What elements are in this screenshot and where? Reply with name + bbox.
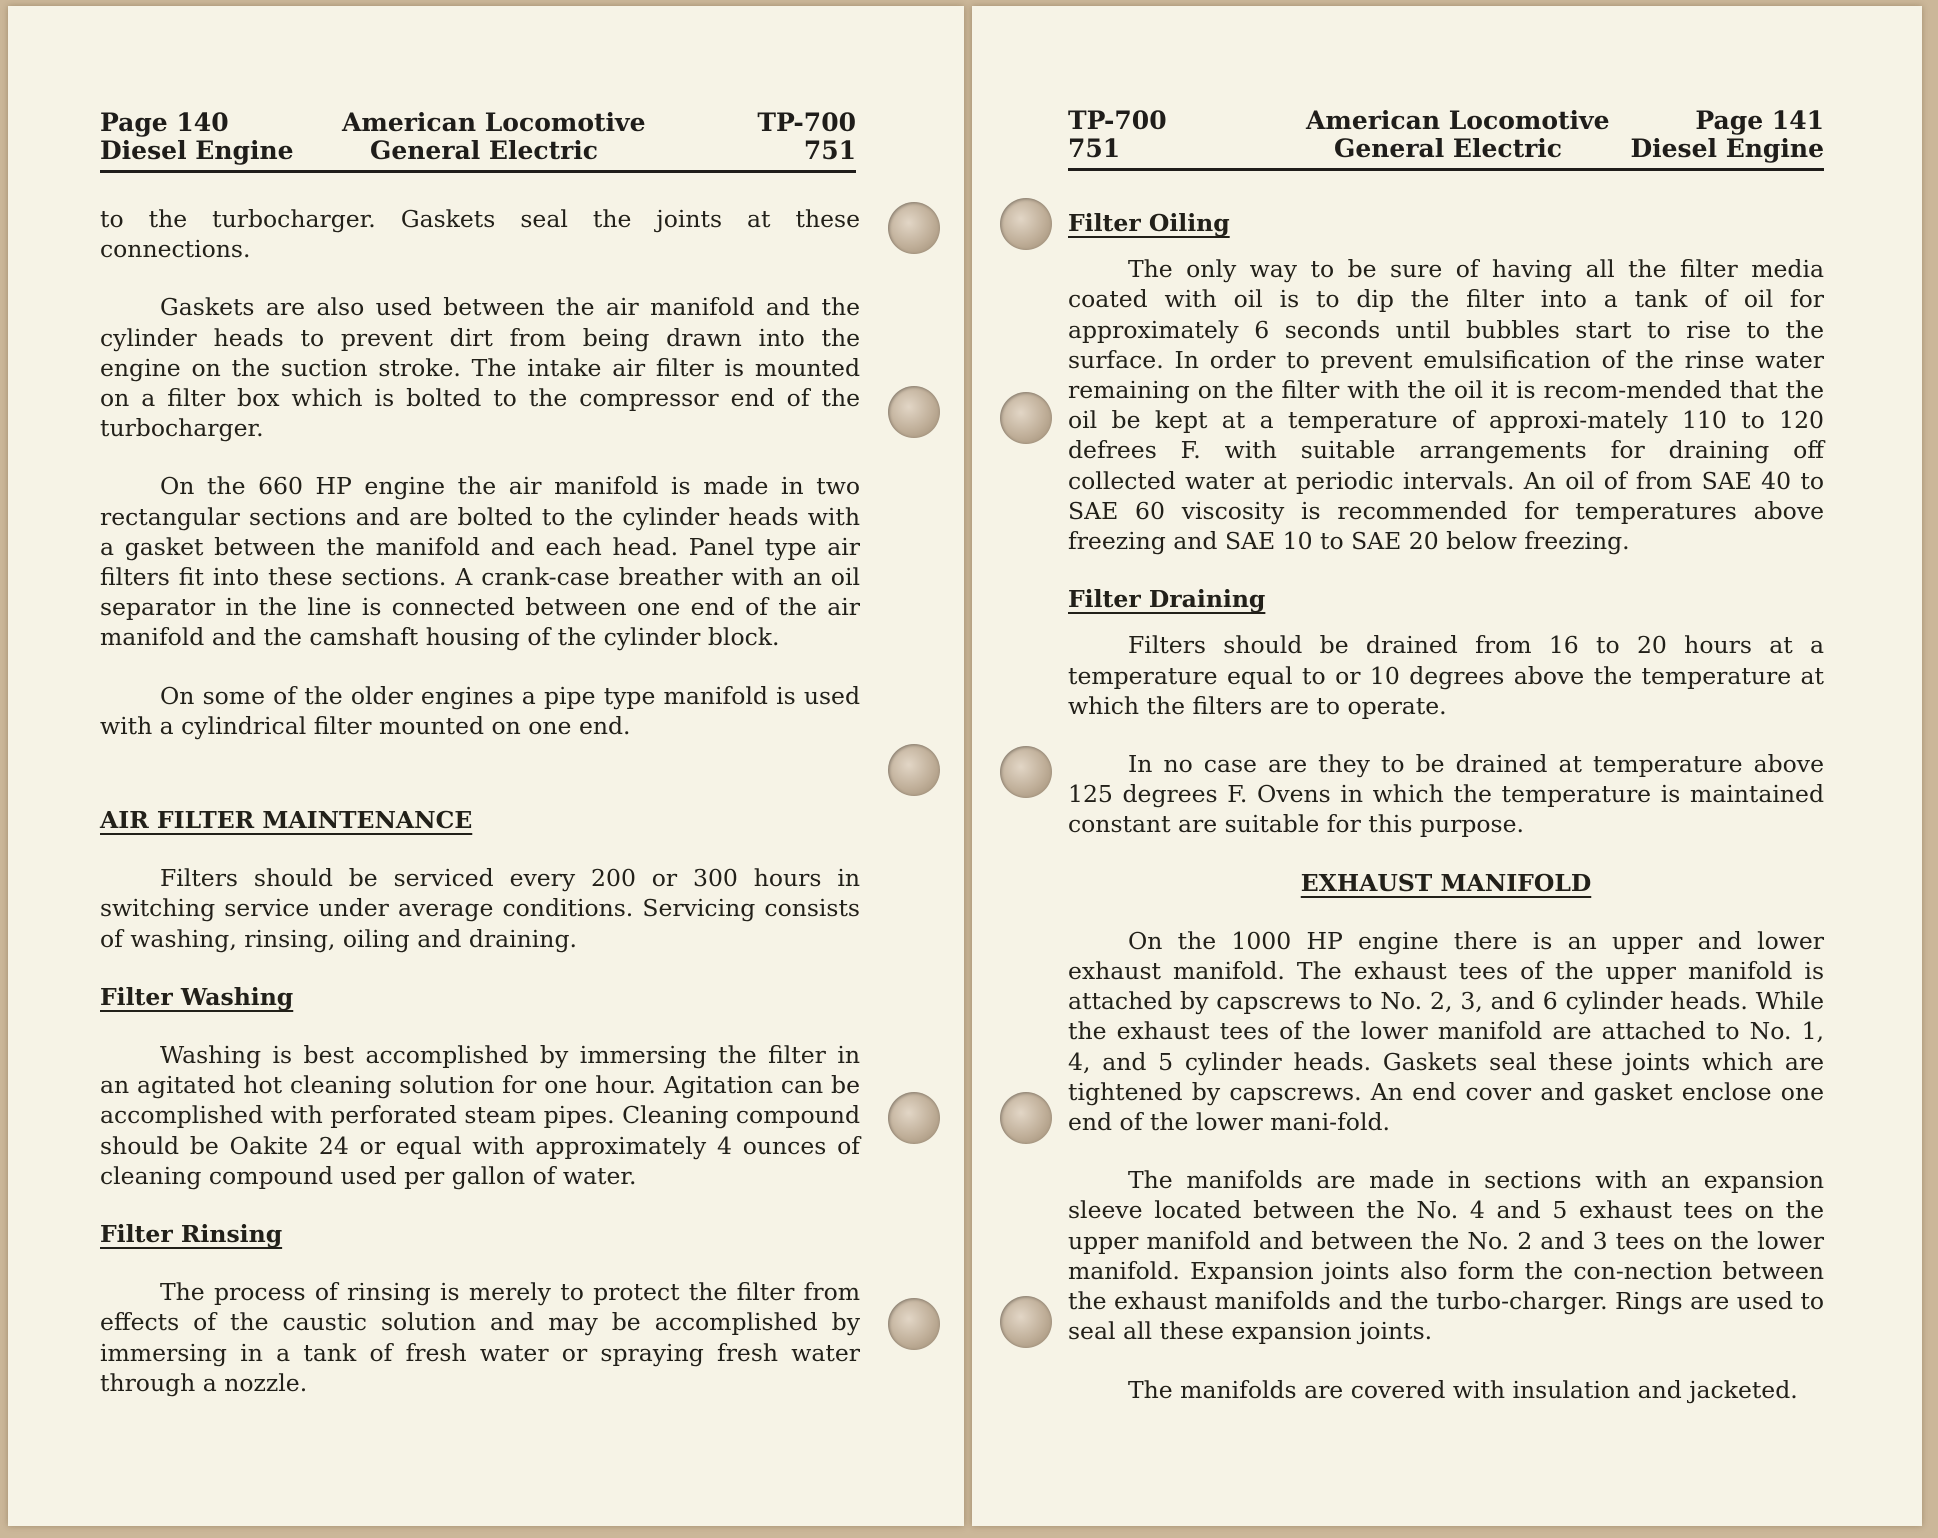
right-page bbox=[972, 6, 1922, 1526]
header-number: 751 bbox=[803, 136, 856, 165]
binder-hole bbox=[888, 386, 940, 438]
paragraph: to the turbocharger. Gaskets seal the joints at these connections. bbox=[100, 205, 860, 264]
header-company-2: General Electric bbox=[1334, 134, 1563, 163]
paragraph: Filters should be drained from 16 to 20 hours at a temperature equal to or 10 degrees above the temperature at which the filters are to operate. bbox=[1068, 631, 1824, 720]
binder-hole bbox=[1000, 392, 1052, 444]
page-number: Page 140 bbox=[100, 108, 229, 137]
header-number: 751 bbox=[1068, 134, 1121, 163]
header-code: TP-700 bbox=[1068, 106, 1167, 135]
section-heading: Filter Oiling bbox=[1068, 209, 1230, 237]
paragraph: Washing is best accomplished by immersing the filter in an agitated hot cleaning solution for one hour. Agitation can be accomplished with perforated steam pipes. Cleaning compound should be Oakite 24 or equal with approximately 4 ounces of cleaning compound used per gallon of water. bbox=[100, 1041, 860, 1190]
paragraph: Filters should be serviced every 200 or 300 hours in switching service under average conditions. Servicing consists of washing, rinsing, oiling and draining. bbox=[100, 864, 860, 953]
binder-hole bbox=[888, 744, 940, 796]
binder-hole bbox=[1000, 1092, 1052, 1144]
left-page-body bbox=[100, 204, 860, 1426]
binder-hole bbox=[888, 1298, 940, 1350]
binder-hole bbox=[888, 1092, 940, 1144]
binder-hole bbox=[888, 202, 940, 254]
paragraph: The manifolds are made in sections with an expansion sleeve located between the No. 4 and 5 exhaust tees on the upper manifold and between the No. 2 and 3 tees on the lower manifold. Expansion joints also form the con-nection between the exhaust manifolds and the turbo-charger. Rings are used to seal all these expansion joints. bbox=[1068, 1166, 1824, 1346]
header-company-1: American Locomotive bbox=[1306, 106, 1610, 135]
paragraph: The manifolds are covered with insulation and jacketed. bbox=[1128, 1375, 1798, 1404]
paragraph: Gaskets are also used between the air manifold and the cylinder heads to prevent dirt from being drawn into the engine on the suction stroke. The intake air filter is mounted on a filter box which is bolted to the compressor end of the turbocharger. bbox=[100, 293, 860, 443]
paragraph: The process of rinsing is merely to protect the filter from effects of the caustic solution and may be accomplished by immersing in a tank of fresh water or spraying fresh water through a nozzle. bbox=[100, 1278, 860, 1397]
binder-hole bbox=[1000, 198, 1052, 250]
right-page-header bbox=[1068, 104, 1824, 171]
section-heading: Filter Rinsing bbox=[100, 1220, 283, 1249]
header-company-2: General Electric bbox=[370, 136, 599, 165]
paragraph: The only way to be sure of having all the filter media coated with oil is to dip the filter into a tank of oil for approximately 6 seconds until bubbles start to rise to the surface. In order to prevent emulsification of the rinse water remaining on the filter with the oil it is recom-mended that the oil be kept at a temperature of approxi-mately 110 to 120 defrees F. with suitable arrangements for draining off collected water at periodic intervals. An oil of from SAE 40 to SAE 60 viscosity is recommended for temperatures above freezing and SAE 10 to SAE 20 below freezing. bbox=[1068, 255, 1824, 556]
header-subject: Diesel Engine bbox=[100, 136, 294, 165]
binder-hole bbox=[1000, 746, 1052, 798]
header-subject: Diesel Engine bbox=[1630, 134, 1824, 163]
right-page-body bbox=[1068, 208, 1824, 1433]
header-company-1: American Locomotive bbox=[342, 108, 646, 137]
left-page-header bbox=[100, 106, 856, 173]
section-heading: EXHAUST MANIFOLD bbox=[1300, 868, 1592, 897]
paragraph: On some of the older engines a pipe type manifold is used with a cylindrical filter mounted on one end. bbox=[100, 681, 860, 740]
paragraph: On the 660 HP engine the air manifold is made in two rectangular sections and are bolted to the cylinder heads with a gasket between the manifold and each head. Panel type air filters fit into these sections. A crank-case breather with an oil separator in the line is connected between one end of the air manifold and the camshaft housing of the cylinder block. bbox=[100, 472, 860, 652]
section-heading: Filter Washing bbox=[100, 982, 294, 1011]
page-number: Page 141 bbox=[1695, 106, 1824, 135]
section-heading: AIR FILTER MAINTENANCE bbox=[100, 806, 473, 835]
paragraph: On the 1000 HP engine there is an upper and lower exhaust manifold. The exhaust tees of the upper manifold is attached by capscrews to No. 2, 3, and 6 cylinder heads. While the exhaust tees of the lower manifold are attached to No. 1, 4, and 5 cylinder heads. Gaskets seal these joints which are tightened by capscrews. An end cover and gasket enclose one end of the lower mani-fold. bbox=[1068, 926, 1824, 1137]
header-code: TP-700 bbox=[757, 108, 856, 137]
binder-hole bbox=[1000, 1296, 1052, 1348]
section-heading: Filter Draining bbox=[1068, 585, 1266, 614]
paragraph: In no case are they to be drained at temperature above 125 degrees F. Ovens in which the temperature is maintained constant are suitable for this purpose. bbox=[1068, 750, 1824, 839]
left-page bbox=[8, 6, 964, 1526]
